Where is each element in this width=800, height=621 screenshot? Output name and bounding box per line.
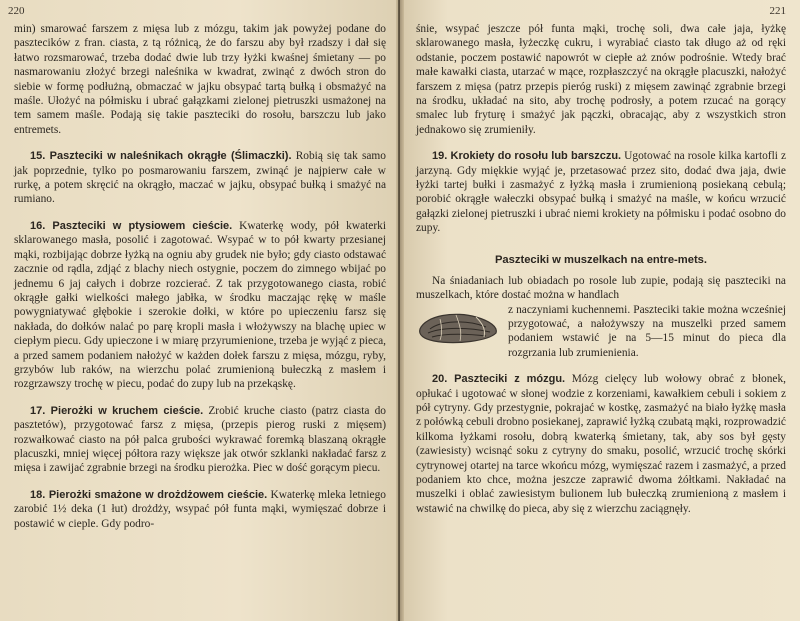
page-number-left: 220 [8, 5, 25, 17]
scallop-shell-icon [416, 307, 500, 347]
recipe-20 [416, 372, 786, 516]
recipe-19 [416, 149, 786, 235]
recipe-16-heading: 16. Paszteciki w ptysiowem cieście. [30, 219, 233, 232]
recipe-19-heading: 19. Krokiety do rosołu lub barszczu. [432, 150, 622, 163]
recipe-17-text: Zrobić kruche ciasto (patrz ciasta do pasztetów), przygotować farsz z mięsa, (przepis pierog ruski z mięsem) rozwałkować ciasto na pół palca grubości wykrawać foremką blaszaną okrągłe placuszki, mniej więcej półtora razy większe jak otwór szklanki nakładać farsz z mięsa i zawijać zgrabnie brzegi na środku pierożka. Piec w dość gorącym piecu. [14, 404, 386, 475]
book-gutter [396, 0, 404, 621]
section-title: Paszteciki w muszelkach na entre-mets. [494, 253, 708, 266]
recipe-19-text: Ugotować na rosole kilka kartofli z jarzyną. Gdy miękkie wyjąć je, przetasować przez sito, dodać dwa jaja, dwie łyżki tartej bułki i zasmażyć z łyżką masła i zrumienioną posiekaną cebulą; porobić okrągłe wałeczki obsypać bułką i smażyć na maśle, w końcu wrzucić gałązki zielonej pietruszki i ubrać niemi krokiety na półmisku i podać osobno do zupy. [416, 150, 787, 235]
section-intro-b: z naczyniami kuchennemi. Paszteciki takie można wcześniej przygotować, a nałożywszy na muszelki przed samem podaniem wstawić je na 5—15 minut do pieca dla rozgrzania lub zrumienienia. [508, 303, 786, 359]
section-intro-a: Na śniadaniach lub obiadach po rosole lub zupie, podają się paszteciki na muszelkach, które dostać można w handlach [416, 274, 786, 302]
recipe-15-text: Robią się tak samo jak poprzednie, tylko po posmarowaniu farszem, zwinąć je najpierw całe w rurkę, a potem skręcić na okrągło, maczać w jajku, obsypać bułką i smażyć na rumiano. [14, 150, 386, 206]
right-page [400, 0, 800, 621]
page-number-right: 221 [769, 5, 786, 17]
left-page [0, 0, 398, 621]
recipe-15-heading: 15. Paszteciki w naleśnikach okrągłe (Ślimaczki). [30, 150, 292, 163]
recipe-20-heading: 20. Paszteciki z mózgu. [432, 373, 566, 386]
recipe-15 [14, 149, 386, 207]
recipe-20-text: Mózg cielęcy lub wołowy obrać z błonek, opłukać i ugotować w słonej wodzie z korzeniami, kawałkiem cebuli i sokiem z pół cytryny. Gdy przestygnie, pokrajać w kostkę, zasmażyć na biało łyżkę masła z połówką cebuli drobno posiekanej, zaprawić łyżką czubatą mąki, rozprowadzić kilkoma łyżkami rosołu, dobrą kwaterką śmietany, tak, aby sos był gęsty (zawiesisty) wcisnąć soku z cytryny do smaku, posolić, wrzucić trochę skórki cytrynowej otartej na tarce wkońcu mózg, wymięszać razem i zasmażyć, a przed podaniem kto chce, można jeszcze zaprawić dwoma żółtkami. Nakładać na muszelki i oblać zawiesistym bulionem lub bułeczką zrumienioną z masłem i wstawić na chwilkę do pieca, aby się z wierzchu zaciągnęły. [416, 373, 786, 515]
recipe-16 [14, 219, 386, 392]
recipe-18-heading: 18. Pierożki smażone w drożdżowem cieście. [30, 488, 268, 501]
paragraph-continued: śnie, wsypać jeszcze pół funta mąki, trochę soli, dwa całe jaja, łyżkę sklarowanego masła, łyżeczkę cukru, i wyrabiać ciasto tak długo aż od ręki odstanie, poczem postawić napowrót w ciepłe aż znów podrośnie. Wtedy brać małe kawałki ciasta, utarzać w mące, rozpłaszczyć na okrągłe placuszki, nałożyć farszem z mięsa (patrz przepis pieróg ruski) z mięsem zawinąć zgrabnie brzegi na środku, układać na sito, aby trochę podrosły, a potem rzucać na gorący smalec lub fryturę i smażyć jak pączki, obracając, aby z wszystkich stron jednakowo się zrumieniły. [416, 23, 786, 136]
section-intro [416, 274, 786, 360]
recipe-18-text: Kwaterkę mleka letniego zarobić 1½ deka (1 łut) drożdży, wsypać pół funta mąki, wymięszać dobrze i postawić w cieple. Gdy podro- [14, 488, 386, 530]
paragraph-continued: min) smarować farszem z mięsa lub z mózgu, takim jak powyżej podane do pasztecików z fran. ciasta, z tą różnicą, że do farszu aby był rzadszy i dał się łatwo rozsmarować, trzeba dodać dwie lub trzy łyżki kwaśnej śmietany — po nasmarowaniu złożyć brzegi naleśnika w kwadrat, zwinąć z dwóch stron do siebie w formę podłużną, obmaczać w jajku obsypać tartą bułką i obsmażyć na maśle. Ułożyć na półmisku i ubrać gałązkami zielonej pietruszki usmażonej na tem samem maśle. Podają się takie paszteciki do rosołu, barszczu lub jako entremets. [14, 23, 386, 136]
recipe-18 [14, 488, 386, 531]
recipe-16-text: Kwaterkę wody, pół kwaterki sklarowanego masła, posolić i zagotować. Wsypać w to pół kwarty przesianej mąki, rozbijając dobrze łyżką na ogniu aby grudek nie było; gdy ciasto odstawać zacznie od rądla, zdjąć z blachy niech ostygnie, poczem do zimnego wbijać po jednemu 6 jaj całych i dobrze rozcierać. Z tak przygotowanego ciasta, robić okrągłe gałki wielkości małego jabłka, w środku maczając rękę w maśle powygniatywać głębokie i szerokie dołki, w które po upieczeniu farsz się nakłada, do dołków nalać po parę kropli masła i włożywszy na blachę upiec w ciepłym piecu. Gdy upieczone i w miarę przyrumienione, trzeba je wyjąć z pieca, a przed samem podaniem nałożyć w każden dołek farszu z mięsa, mózgu, ryby, grzybów lub raków, na wierzchu polać zrumienioną bułeczką z masłem i rozgrzawszy trochę w piecu, podać do zupy lub na przekąskę. [14, 219, 386, 391]
recipe-17 [14, 404, 386, 476]
recipe-17-heading: 17. Pierożki w kruchem cieście. [30, 404, 204, 417]
